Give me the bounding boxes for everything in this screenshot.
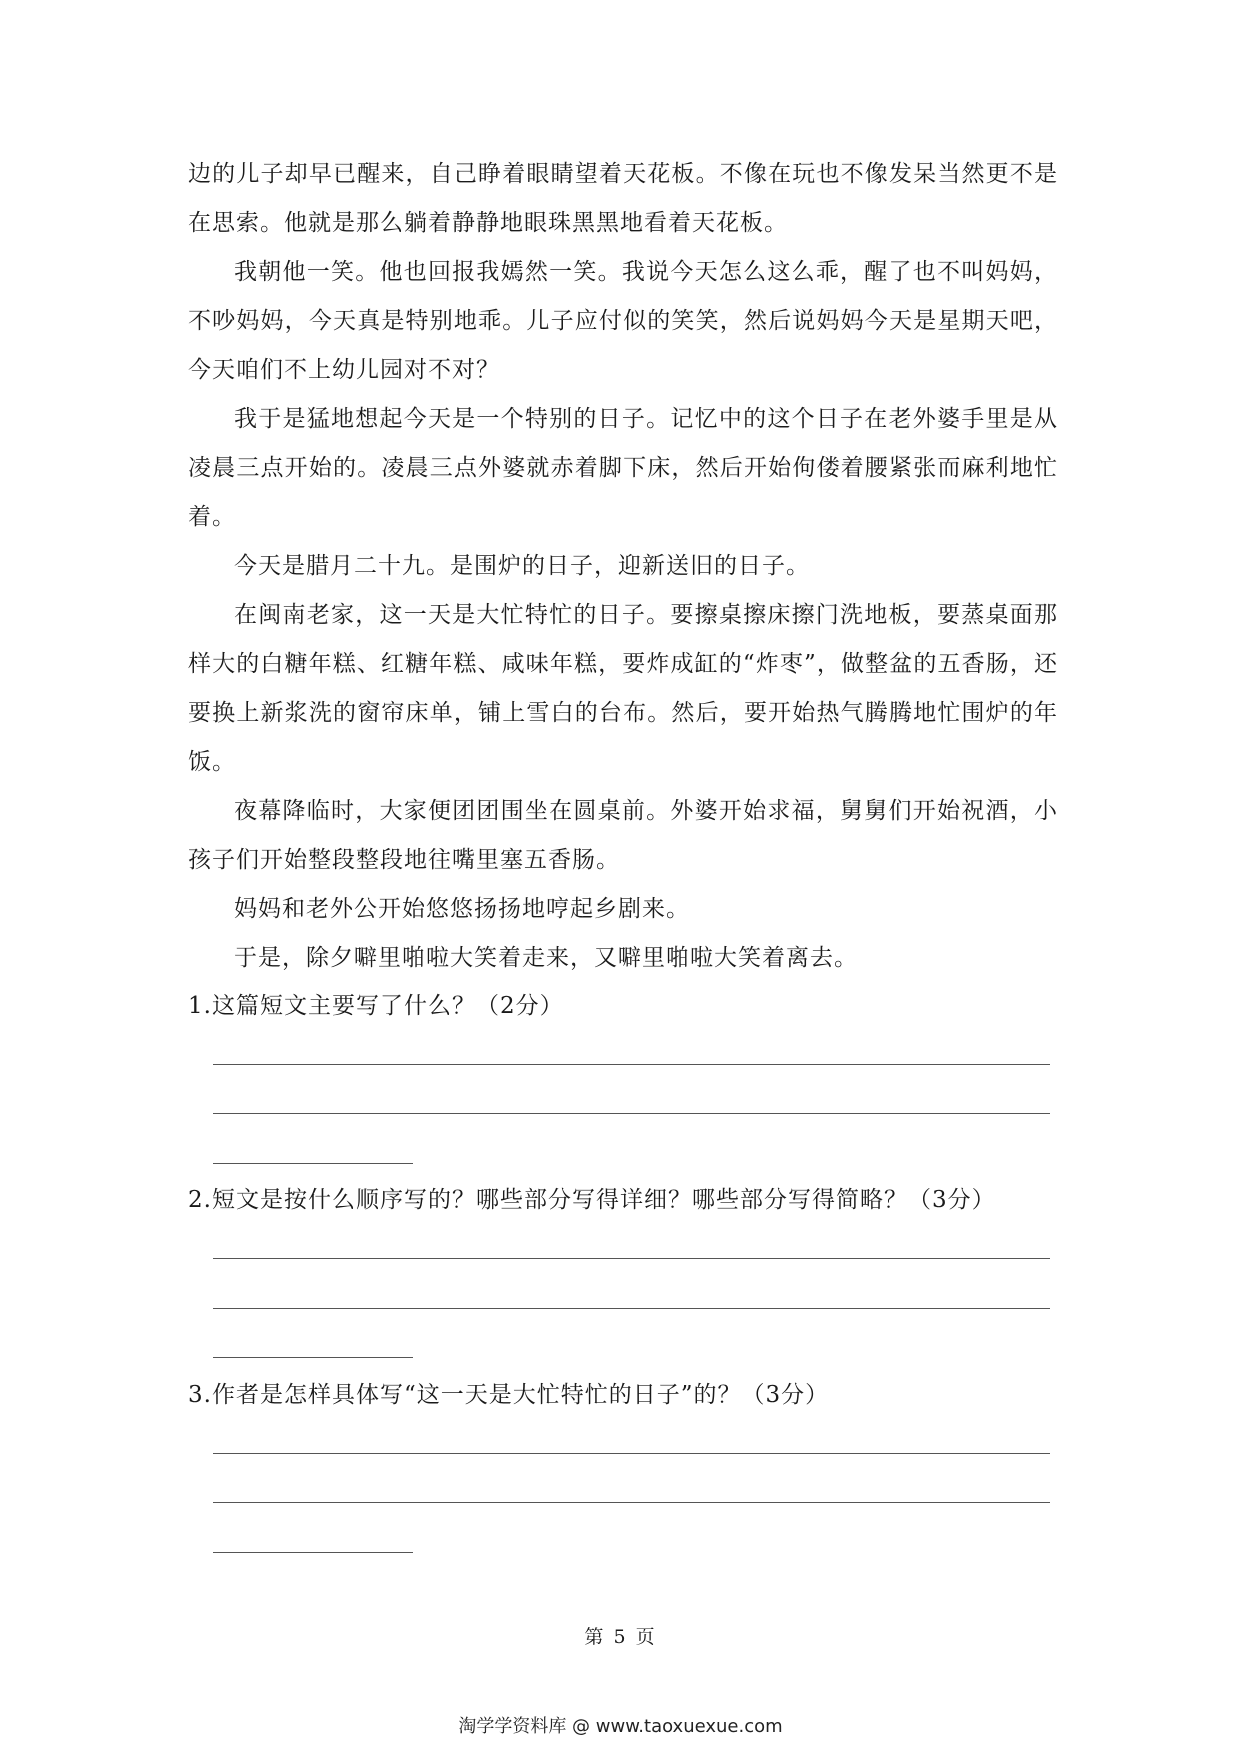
passage-paragraph: 于是，除夕噼里啪啦大笑着走来，又噼里啪啦大笑着离去。 bbox=[234, 945, 858, 971]
page-number: 第 5 页 bbox=[584, 1626, 657, 1648]
answer-line[interactable] bbox=[213, 1258, 1050, 1259]
passage-paragraph: 我朝他一笑。他也回报我嫣然一笑。我说今天怎么这么乖，醒了也不叫妈妈，不吵妈妈，今天真是特别地乖。儿子应付似的笑笑，然后说妈妈今天是星期天吧，今天咱们不上幼儿园对不对？ bbox=[188, 259, 1058, 383]
source-watermark: 淘学学资料库 @ www.taoxuexue.com bbox=[458, 1716, 783, 1737]
answer-line[interactable] bbox=[213, 1552, 413, 1553]
answer-line[interactable] bbox=[213, 1064, 1050, 1065]
passage-paragraph: 在闽南老家，这一天是大忙特忙的日子。要擦桌擦床擦门洗地板，要蒸桌面那样大的白糖年糕、红糖年糕、咸味年糕，要炸成缸的“炸枣”，做整盆的五香肠，还要换上新浆洗的窗帘床单，铺上雪白的台布。然后，要开始热气腾腾地忙围炉的年饭。 bbox=[188, 602, 1058, 775]
reading-passage bbox=[188, 150, 1058, 983]
answer-line[interactable] bbox=[213, 1453, 1050, 1454]
question-2: 2.短文是按什么顺序写的？哪些部分写得详细？哪些部分写得简略？（3分） bbox=[188, 1187, 996, 1213]
question-3: 3.作者是怎样具体写“这一天是大忙特忙的日子”的？（3分） bbox=[188, 1382, 830, 1408]
answer-line[interactable] bbox=[213, 1163, 413, 1164]
passage-paragraph: 边的儿子却早已醒来，自己睁着眼睛望着天花板。不像在玩也不像发呆当然更不是在思索。他就是那么躺着静静地眼珠黑黑地看着天花板。 bbox=[188, 161, 1058, 236]
answer-line[interactable] bbox=[213, 1357, 413, 1358]
answer-line[interactable] bbox=[213, 1502, 1050, 1503]
passage-paragraph: 我于是猛地想起今天是一个特别的日子。记忆中的这个日子在老外婆手里是从凌晨三点开始的。凌晨三点外婆就赤着脚下床，然后开始佝偻着腰紧张而麻利地忙着。 bbox=[188, 406, 1058, 530]
passage-paragraph: 妈妈和老外公开始悠悠扬扬地哼起乡剧来。 bbox=[234, 896, 690, 922]
question-1: 1.这篇短文主要写了什么？（2分） bbox=[188, 993, 564, 1019]
answer-line[interactable] bbox=[213, 1113, 1050, 1114]
passage-paragraph: 今天是腊月二十九。是围炉的日子，迎新送旧的日子。 bbox=[234, 553, 810, 579]
answer-line[interactable] bbox=[213, 1308, 1050, 1309]
passage-paragraph: 夜幕降临时，大家便团团围坐在圆桌前。外婆开始求福，舅舅们开始祝酒，小孩子们开始整段整段地往嘴里塞五香肠。 bbox=[188, 798, 1058, 873]
